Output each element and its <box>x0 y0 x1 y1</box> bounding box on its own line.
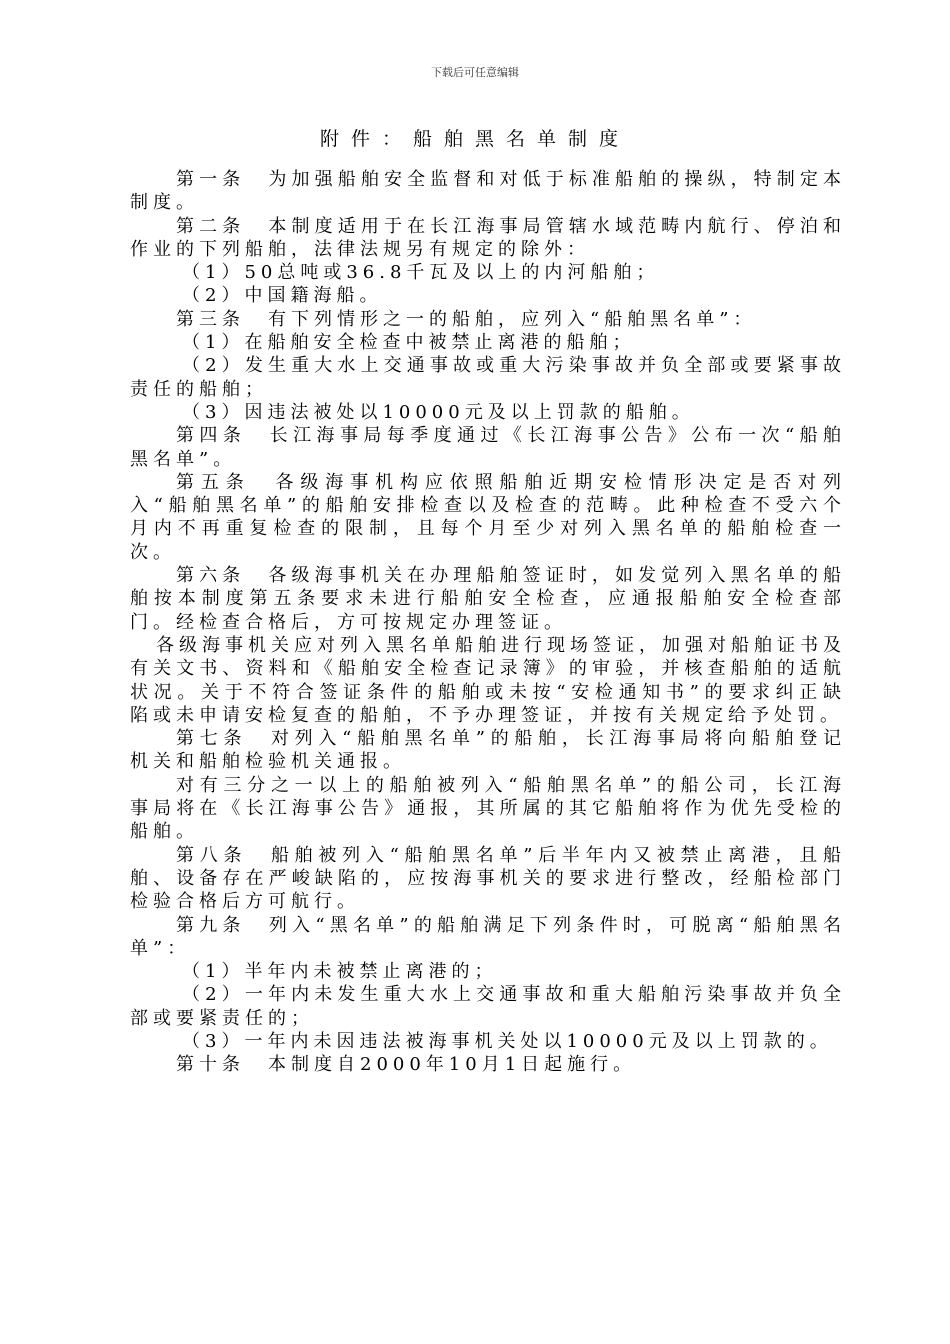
article-3: 第三条 有下列情形之一的船舶，应列入“船舶黑名单”： <box>176 308 757 330</box>
article-2-item-2: （2）中国籍海船。 <box>182 285 383 307</box>
article-10: 第十条 本制度自2000年10月1日起施行。 <box>176 1054 637 1076</box>
document-title: 附件：船舶黑名单制度 <box>319 128 630 150</box>
article-3-item-3: （3）因违法被处以10000元及以上罚款的船舶。 <box>182 401 695 423</box>
document-body <box>130 168 846 1077</box>
article-1: 第一条 为加强船舶安全监督和对低于标准船舶的操纵，特制定本制度。 <box>130 169 846 214</box>
article-7-paragraph-2: 对有三分之一以上的船舶被列入“船舶黑名单”的船公司，长江海事局将在《长江海事公告》通报，其所属的其它船舶将作为优先受检的船舶。 <box>130 774 846 843</box>
article-3-item-1: （1）在船舶安全检查中被禁止离港的船舶； <box>182 332 636 354</box>
article-9-item-3: （3）一年内未因违法被海事机关处以10000元及以上罚款的。 <box>182 1030 833 1052</box>
article-8: 第八条 船舶被列入“船舶黑名单”后半年内又被禁止离港，且船舶、设备存在严峻缺陷的，应按海事机关的要求进行整改，经船检部门检验合格后方可航行。 <box>130 844 846 913</box>
article-2-item-1: （1）50总吨或36.8千瓦及以上的内河船舶； <box>182 262 660 284</box>
article-6: 第六条 各级海事机关在办理船舶签证时，如发觉列入黑名单的船舶按本制度第五条要求未进行船舶安全检查，应通报船舶安全检查部门。经检查合格后，方可按规定办理签证。 <box>130 565 846 633</box>
article-9-item-2: （2）一年内未发生重大水上交通事故和重大船舶污染事故并负全部或要紧责任的； <box>130 984 846 1029</box>
article-9-item-1: （1）半年内未被禁止离港的； <box>182 961 498 983</box>
article-5: 第五条 各级海事机构应依照船舶近期安检情形决定是否对列入“船舶黑名单”的船舶安排检查以及检查的范畴。此种检查不受六个月内不再重复检查的限制，且每个月至少对列入黑名单的船舶检查一次。 <box>130 471 846 563</box>
article-3-item-2: （2）发生重大水上交通事故或重大污染事故并负全部或要紧事故责任的船舶； <box>130 355 846 400</box>
article-9: 第九条 列入“黑名单”的船舶满足下列条件时，可脱离“船舶黑名单”： <box>130 914 846 959</box>
article-2: 第二条 本制度适用于在长江海事局管辖水域范畴内航行、停泊和作业的下列船舶，法律法规另有规定的除外： <box>130 215 846 260</box>
article-6-paragraph-2: 各级海事机关应对列入黑名单船舶进行现场签证，加强对船舶证书及有关文书、资料和《船舶安全检查记录簿》的审验，并核查船舶的适航状况。关于不符合签证条件的船舶或未按“安检通知书”的要求纠正缺陷或未申请安检复查的船舶，不予办理签证，并按有关规定给予处罚。 <box>130 634 846 726</box>
article-4: 第四条 长江海事局每季度通过《长江海事公告》公布一次“船舶黑名单”。 <box>130 425 846 470</box>
article-7: 第七条 对列入“船舶黑名单”的船舶，长江海事局将向船舶登记机关和船舶检验机关通报。 <box>130 728 846 773</box>
page-header-note: 下载后可任意编辑 <box>431 66 519 79</box>
